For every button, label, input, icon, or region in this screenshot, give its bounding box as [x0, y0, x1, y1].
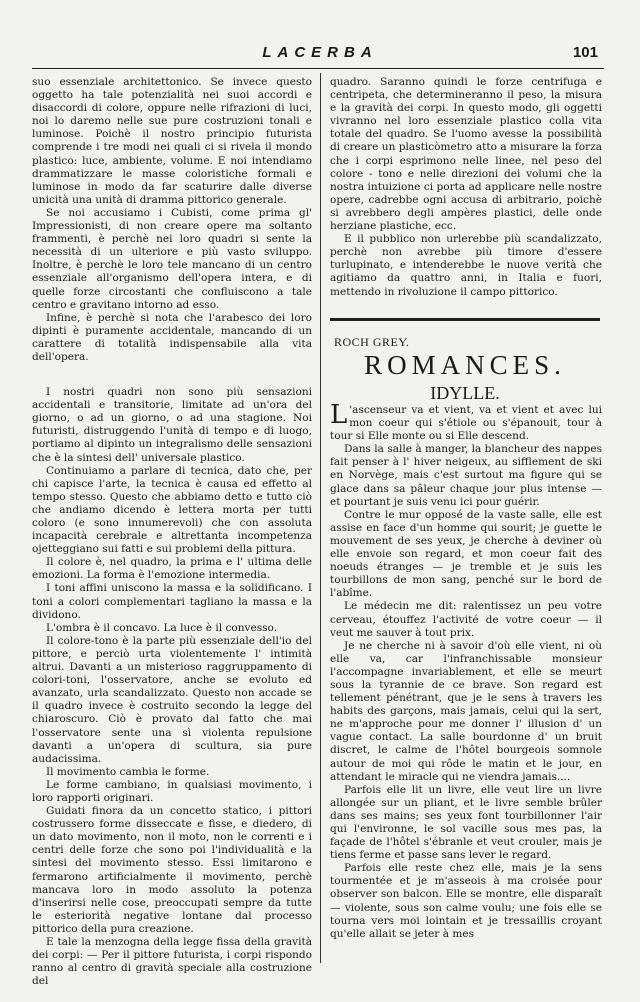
paragraph	[330, 400, 602, 443]
paragraph: Se noi accusiamo i Cubisti, come prima gl' Impressionisti, di non creare opere ma soltanto frammenti, è perchè nei loro quadri si sente la necessità di un ulteriore e più vasto sviluppo. Inoltre, è perchè le loro tele mancano di un centro essenziale all'organismo dell'opera intera, e di quelle forze circostanti che confluiscono a tale centro e gravitano intorno ad esso.	[32, 206, 312, 311]
paragraph: quadro. Saranno quindi le forze centrifuga e centripeta, che determineranno il peso, la misura e la gravità dei corpi. In questo modo, gli oggetti vivranno nel loro essenziale plastico colla vita totale del quadro. Se l'uomo avesse la possibilità di creare un plasticòmetro atto a misurare la forza che i corpi esprimono nelle linee, nel peso del colore - tono e nelle direzioni dei volumi che la nostra intuizione ci porta ad applicare nelle nostre opere, cadrebbe ogni accusa di arbitrario, poichè si avrebbero degli ampères plastici, delle onde herziane plastiche, ecc.	[330, 76, 602, 233]
author-name: ROCH GREY.	[334, 335, 410, 349]
column-divider	[320, 73, 321, 963]
article-subtitle: IDYLLE.	[430, 383, 500, 403]
right-column-bottom	[330, 400, 603, 941]
paragraph: I nostri quadri non sono più sensazioni accidentali e transitorie, limitate ad un'ora del giorno, o ad un giorno, o ad una stagione. Noi futuristi, distruggendo l'unità di tempo e di luogo, portiamo al dipinto un integralismo delle sensazioni che è la sintesi dell' universale plastico.	[32, 386, 312, 464]
section-rule	[330, 318, 600, 321]
paragraph: Parfois elle lit un livre, elle veut lire un livre allongée sur un pliant, et le livre semble brûler dans ses mains; ses yeux font tourbillonner l'air qui l'environne, le sol vacille sous mes pas, la façade de l'hôtel s'ébranle et veut crouler, mais je tiens ferme et passe sans lever le regard.	[330, 783, 602, 862]
drop-cap: L	[330, 400, 348, 430]
page-header	[0, 40, 640, 68]
paragraph: Infine, è perchè si nota che l'arabesco dei loro dipinti è puramente accidentale, mancando di un carattere di totalità indispensabile alla vita dell'opera.	[32, 311, 312, 363]
paragraph: Parfois elle reste chez elle, mais je la sens tourmentée et je m'asseois à ma croisée pour observer son balcon. Elle se montre, elle disparaît — violente, sous son calme voulu; une fois elle se tourna vers moi lointain et je tressaillis croyant qu'elle allait se jeter à mes	[330, 862, 602, 940]
paragraph: Guidati finora da un concetto statico, i pittori costrussero forme disseccate e fisse, e diedero, di un dato movimento, non il moto, non le correnti e i centri delle forze che sono poi l'individualità e la sintesi del movimento stesso. Essi limitarono e fermarono artificialmente il movimento, perchè mancava loro in modo assoluto la potenza d'inserirsi nelle cose, preoccupati sempre da tutte le esteriorità negative lontane dal processo pittorico della pura creazione.	[32, 805, 312, 935]
paragraph: Il colore-tono è la parte più essenziale dell'io del pittore, e perciò urta violentemente l' intimità altrui. Davanti a un misterioso raggruppamento di colori-toni, l'osservatore, anche se evoluto ed avanzato, urla scandalizzato. Questo non accade se il quadro invece è costruito secondo la legge del chiaroscuro. Ciò è provato dal fatto che mai l'osservatore sente una sì violenta repulsione davanti a un'opera di scultura, sia pure audacissima.	[32, 634, 312, 765]
page-number: 101	[572, 44, 598, 61]
header-rule	[32, 68, 604, 69]
paragraph: Le forme cambiano, in qualsiasi movimento, i loro rapporti originari.	[32, 778, 312, 804]
paragraph-text: 'ascenseur va et vient, va et vient et avec lui mon coeur qui s'étiole ou s'épanouit, tour à tour si Elle monte ou si Elle descend.	[330, 404, 602, 443]
paragraph: I toni affini uniscono la massa e la solidificano. I toni a colori complementari tagliano la massa e la dividono.	[32, 582, 312, 621]
paragraph: suo essenziale architettonico. Se invece questo oggetto ha tale potenzialità nei suoi accordi e disaccordi di colore, oppure nelle rifrazioni di luci, noi lo daremo nelle sue pure costruzioni tonali e luminose. Poichè il nostro principio futurista comprende i tre modi nei quali ci si rivela il mondo plastico: luce, ambiente, volume. E noi intendiamo drammatizzare le masse coloristiche formali e luminose in modo da far scaturire dalle diverse unicità una unità di dramma pittorico generale.	[32, 76, 312, 206]
paragraph: Il movimento cambia le forme.	[46, 765, 210, 778]
paragraph: Je ne cherche ni à savoir d'où elle vient, ni où elle va, car l'infranchissable monsieur l'accompagne invariablement, et elle se meurt sous la tyrannie de ce brave. Son regard est tellement pénétrant, que je le sens à travers les habits des garçons, mais jamais, celui qui la sert, ne m'approche pour me donner l' illusion d' un vague contact. La salle bourdonne d' un bruit discret, le calme de l'hôtel bourgeois somnole autour de moi qui rôde le matin et le jour, en attendant le miracle qui ne viendra jamais....	[330, 639, 602, 783]
article-title: ROMANCES.	[364, 350, 566, 380]
left-column	[32, 76, 312, 988]
paragraph: L'ombra è il concavo. La luce è il convesso.	[46, 621, 278, 634]
paragraph: Continuiamo a parlare di tecnica, dato che, per chi capisce l'arte, la tecnica è causa ed effetto al tempo stesso. Questo che abbiamo detto e tutto ciò che andiamo dicendo è lettera morta per tutti coloro (e sono innumerevoli) che con assoluta incapacità cerebrale e altrettanta incompetenza ojetteggiano sui fatti e sui problemi della pittura.	[32, 464, 312, 556]
journal-title: LACERBA	[262, 44, 378, 61]
right-column-top	[330, 76, 602, 299]
paragraph: Contre le mur opposé de la vaste salle, elle est assise en face d'un homme qui sourit; je guette le mouvement de ses yeux, je cherche à deviner où elle envoie son regard, et mon coeur fait des noeuds étranges — je tremble et je suis les tourbillons de mon sang, penché sur le bord de l'abîme.	[330, 508, 602, 600]
paragraph: E tale la menzogna della legge fissa della gravità dei corpi: — Per il pittore futurista, i corpi rispondo rannо al centro di gravità speciale alla costruzione del	[32, 936, 312, 988]
paragraph: Dans la salle à manger, la blancheur des nappes fait penser à l' hiver neigeux, au sifflement de ski en Norvège, mais c'est surtout ma figure qui se glace dans sa pâleur chaque jour plus intense — et pourtant je suis venu ici pour guérir.	[330, 443, 603, 508]
paragraph: E il pubblico non urlerebbe più scandalizzato, perchè non avrebbe più timore d'essere turlupinato, e intenderebbe le nuove verità che agitiamo da quattro anni, in Italia e fuori, mettendo in rivoluzione il campo pittorico.	[330, 233, 602, 298]
paragraph: Il colore è, nel quadro, la prima e l' ultima delle emozioni. La forma è l'emozione intermedia.	[32, 556, 312, 582]
paragraph: Le médecin me dit: ralentissez un peu votre cerveau, étouffez l'activité de votre coeur — il veut me sauver à tout prix.	[330, 600, 602, 639]
